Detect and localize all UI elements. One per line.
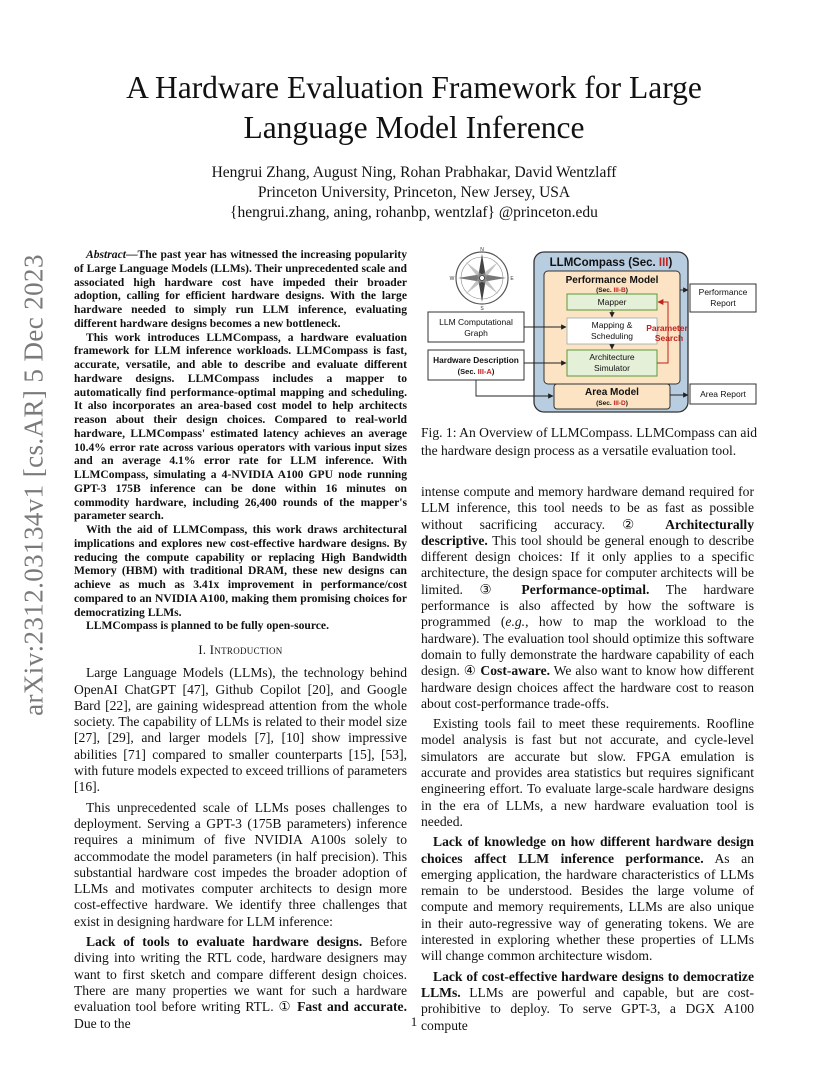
challenge-1-heading: Lack of tools to evaluate hardware designs. <box>86 934 363 950</box>
abstract <box>74 248 407 633</box>
abstract-paragraph-4: LLMCompass is planned to be fully open-source. <box>86 619 329 633</box>
area-model-title: Area Model <box>585 387 639 398</box>
abstract-text-1: —The past year has witnessed the increasing popularity of Large Language Models (LLMs). Their unprecedented scale and associated high hardware cost have impeded their broader adoption, calling for efficient hardware designs. With the large hardware needed to simply run LLM inference, evaluating different hardware designs becomes a new bottleneck. <box>74 248 407 330</box>
architecture-label: Architecture <box>589 352 635 362</box>
page-number: 1 <box>410 1014 418 1029</box>
right-paragraph-2: Existing tools fail to meet these requirements. Roofline model analysis is fast but not accurate, and cycle-level simulators are accurate but slow. FPGA emulation is accurate and provides area statistics but requires significant engineering effort. To evaluate large-scale hardware designs in the era of LLMs, a new hardware evaluation tool is needed. <box>421 716 754 829</box>
right-p1-text-f: , how to map the workload to the hardware). The evaluation tool should optimize this software domain to fully demonstrate the hardware capability of each design. ④ <box>421 614 754 679</box>
compass-south-label: S <box>480 306 484 312</box>
challenge-1-tail: Due to the <box>74 1015 131 1031</box>
abstract-paragraph-2: This work introduces LLMCompass, a hardware evaluation framework for LLM inference workloads. LLMCompass is fast, accurate, versatile, and able to describe and evaluate different hardware designs. LLMCompass includes a mapper to automatically find performance-optimal mapping and scheduling. It also incorporates an area-based cost model to help architects reason about their design choices. Compared to real-world hardware, LLMCompass' estimated latency achieves an average 10.4% error rate across various operators with various input sizes and an average 4.1% error rate for LLM inference. With LLMCompass, simulating a 4-NVIDIA A100 GPU node running GPT-3 175B inference can be done within 16 minutes on commodity hardware, including 26,400 rounds of the mapper's parameter search. <box>74 330 407 523</box>
arxiv-identifier: arXiv:2312.03134v1 [cs.AR] 5 Dec 2023 <box>18 254 49 716</box>
compass-west-label: W <box>449 276 455 282</box>
mapping-label: Mapping & <box>591 320 633 330</box>
search-label: Search <box>654 333 684 343</box>
hardware-description-label: Hardware Description <box>433 355 519 365</box>
compass-east-label: E <box>510 276 514 282</box>
left-column <box>74 248 407 1032</box>
right-p1-text-a: intense compute and memory hardware demand required for LLM inference, this tool needs to be as fast as possible without sacrificing accuracy. ② <box>421 484 754 532</box>
title-line-2: Language Model Inference <box>243 110 585 145</box>
section-numeral: I. <box>198 643 207 657</box>
hardware-description-section: (Sec. III-A) <box>457 367 495 376</box>
right-column <box>421 484 754 1034</box>
simulator-label: Simulator <box>594 363 630 373</box>
section-heading-introduction <box>74 642 407 658</box>
author-block <box>60 163 768 223</box>
mapper-label: Mapper <box>597 297 627 307</box>
challenge-1-text: Before diving into writing the RTL code, hardware designers may want to first sketch and compare different design choices. There are many properties we want for such a hardware evaluation tool before writing RTL. ① <box>74 934 407 1015</box>
llm-graph-label-1: LLM Computational <box>439 317 513 327</box>
challenge-3-heading: Lack of cost-effective hardware designs to democratize LLMs. <box>421 968 754 1000</box>
area-model-section: (Sec. III-D) <box>596 400 628 407</box>
compass-north-label: N <box>480 247 484 253</box>
llm-graph-label-2: Graph <box>464 328 488 338</box>
author-names: Hengrui Zhang, August Ning, Rohan Prabhakar, David Wentzlaff <box>211 164 617 181</box>
challenge-3-text: LLMs are powerful and capable, but are cost-prohibitive to deploy. To serve GPT-3, a DGX A100 compute <box>421 984 754 1033</box>
author-email: {hengrui.zhang, aning, rohanbp, wentzlaf} @princeton.edu <box>230 204 598 221</box>
intro-paragraph-1: Large Language Models (LLMs), the technology behind OpenAI ChatGPT [47], Github Copilot [20], and Google Bard [22], are gaining widespread attention from the whole society. The capability of LLMs is related to their model size [27], [29], and larger models [7], [10] show impressive abilities [71] compared to smaller counterparts [15], [53], with future models expected to exceed trillions of parameters [16]. <box>74 665 407 795</box>
abstract-paragraph-1 <box>74 248 407 331</box>
title-line-1: A Hardware Evaluation Framework for Large <box>126 70 702 105</box>
challenge-2-heading: Lack of knowledge on how different hardware design choices affect LLM inference performance. <box>421 834 754 866</box>
right-p1-eg: e.g. <box>505 614 526 630</box>
llmcompass-title: LLMCompass (Sec. III) <box>549 257 673 269</box>
property-4-heading: Cost-aware. <box>480 663 551 679</box>
parameter-label: Parameter <box>646 323 688 333</box>
compass-icon <box>450 247 515 312</box>
right-paragraph-1 <box>421 484 754 712</box>
challenge-2-text: As an emerging application, the hardware characteristics of LLMs remain to be understood. Besides the large volume of compute and memory requirements, LLMs are also unique in their auto-regressive way of generating tokens. We are interested in exploring whether these properties of LLMs will change common architecture wisdom. <box>421 850 754 964</box>
performance-report-label-1: Performance <box>698 287 748 297</box>
right-p1-text-e: The hardware performance is also affected by how the software is programmed ( <box>421 581 754 630</box>
property-1-heading: Fast and accurate. <box>297 999 407 1015</box>
author-affiliation: Princeton University, Princeton, New Jersey, USA <box>257 184 571 201</box>
area-report-label: Area Report <box>700 389 746 399</box>
performance-model-section: (Sec. III-B) <box>596 287 628 294</box>
property-3-heading: Performance-optimal. <box>521 581 650 597</box>
figure-1 <box>426 246 766 414</box>
paper-title <box>60 68 768 148</box>
performance-report-label-2: Report <box>710 298 736 308</box>
arxiv-sidebar <box>14 254 54 716</box>
scheduling-label: Scheduling <box>590 331 634 341</box>
right-p1-text-c: This tool should be general enough to describe different design choices: If it only applies to a specific architecture, the design space for computer architects will be limited. ③ <box>421 532 754 597</box>
performance-model-title: Performance Model <box>565 275 659 286</box>
llmcompass-diagram <box>426 246 766 414</box>
figure-1-caption: Fig. 1: An Overview of LLMCompass. LLMCompass can aid the hardware design process as a versatile evaluation tool. <box>421 425 758 458</box>
abstract-label: Abstract <box>86 248 126 261</box>
section-title: Introduction <box>209 643 283 657</box>
right-p1-text-h: We also want to know how different hardware design choices affect the hardware cost to reason about cost-performance trade-offs. <box>421 663 754 711</box>
property-2-heading: Architecturally descriptive. <box>421 516 754 548</box>
abstract-paragraph-3: With the aid of LLMCompass, this work draws architectural implications and explores new cost-effective hardware designs. By reducing the compute capability or replacing High Bandwidth Memory (HBM) with traditional DRAM, these new designs can achieve as much as 3.41x improvement in performance/cost compared to an NVIDIA A100, making them promising choices for democratizing LLMs. <box>74 523 407 619</box>
intro-paragraph-2: This unprecedented scale of LLMs poses challenges to deployment. Serving a GPT-3 (175B parameters) inference requires a minimum of five NVIDIA A100s solely to accommodate the model parameters (in half precision). This substantial hardware cost impedes the broader adoption of LLMs and motivates computer architects to design more cost-effective hardware. We identify three challenges that exist in designing hardware for LLM inference: <box>74 799 407 929</box>
right-paragraph-3 <box>421 834 754 964</box>
